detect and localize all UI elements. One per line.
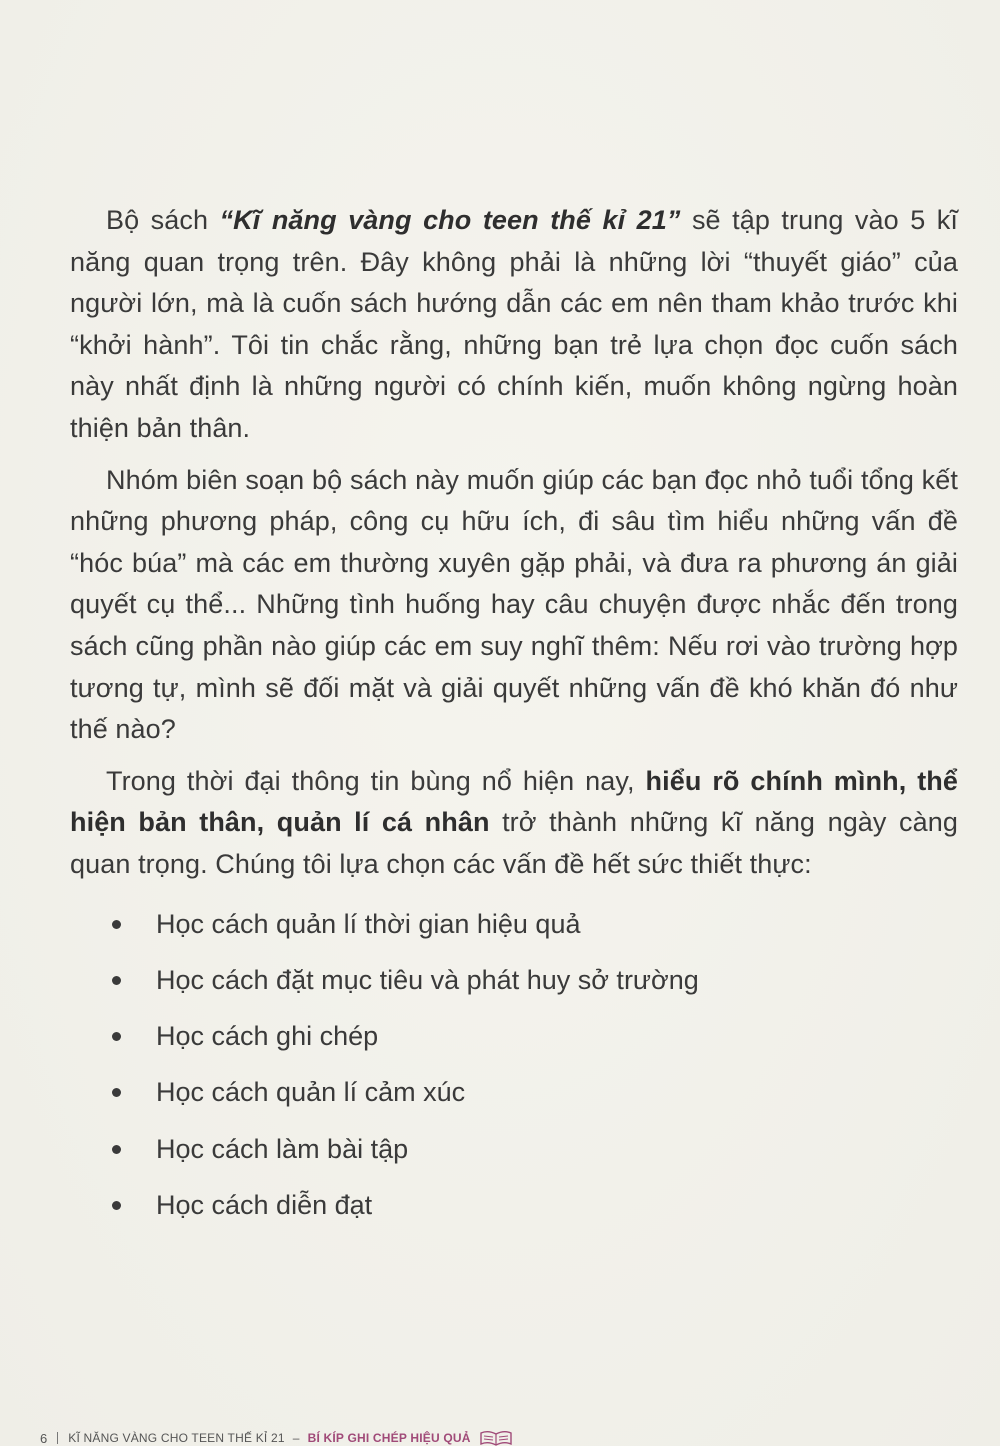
skills-emphasis: hiểu rõ chính mình, thể hiện bản thân, quản lí cá nhân — [70, 765, 958, 838]
paragraph-skills-rest: trở thành những kĩ năng ngày càng quan trọng. Chúng tôi lựa chọn các vấn đề hết sức thiết thực: — [70, 807, 958, 879]
footer-divider — [57, 1432, 58, 1444]
list-item — [70, 1177, 958, 1233]
list-item-label: Học cách quản lí thời gian hiệu quả — [156, 908, 581, 939]
list-item-label: Học cách làm bài tập — [156, 1133, 409, 1164]
page-number: 6 — [40, 1430, 48, 1446]
bullet-icon — [112, 1088, 121, 1097]
list-item-label: Học cách đặt mục tiêu và phát huy sở trường — [156, 964, 699, 995]
open-book-icon — [479, 1430, 513, 1446]
list-item — [70, 1064, 958, 1120]
series-title-emphasis: “Kĩ năng vàng cho teen thế kỉ 21” — [219, 205, 681, 235]
paragraph-intro-rest: sẽ tập trung vào 5 kĩ năng quan trọng trên. Đây không phải là những lời “thuyết giáo” của người lớn, mà là cuốn sách hướng dẫn các em nên tham khảo trước khi “khởi hành”. Tôi tin chắc rằng, những bạn trẻ lựa chọn đọc cuốn sách này nhất định là những người có chính kiến, muốn không ngừng hoàn thiện bản thân. — [70, 205, 958, 443]
list-item-label: Học cách diễn đạt — [156, 1189, 373, 1220]
series-name: KĨ NĂNG VÀNG CHO TEEN THẾ KỈ 21 — [68, 1431, 285, 1445]
list-item — [70, 1008, 958, 1064]
bullet-icon — [112, 1145, 121, 1154]
book-title: BÍ KÍP GHI CHÉP HIỆU QUẢ — [307, 1431, 471, 1445]
paragraph-purpose-text: Nhóm biên soạn bộ sách này muốn giúp các bạn đọc nhỏ tuổi tổng kết những phương pháp, công cụ hữu ích, đi sâu tìm hiểu những vấn đề “hóc búa” mà các em thường xuyên gặp phải, và đưa ra phương án giải quyết cụ thể... Những tình huống hay câu chuyện được nhắc đến trong sách cũng phần nào giúp các em suy nghĩ thêm: Nếu rơi vào trường hợp tương tự, mình sẽ đối mặt và giải quyết những vấn đề khó khăn đó như thế nào? — [70, 464, 958, 745]
paragraph-intro-start: Bộ sách — [106, 205, 220, 235]
list-item — [70, 896, 958, 952]
footer-dash: – — [292, 1431, 300, 1445]
paragraph-skills — [70, 761, 958, 886]
bullet-icon — [112, 1201, 121, 1210]
paragraph-intro — [70, 200, 958, 450]
skills-list — [70, 896, 958, 1234]
paragraph-skills-start: Trong thời đại thông tin bùng nổ hiện nay, — [106, 765, 646, 796]
bullet-icon — [112, 1032, 121, 1041]
list-item — [70, 952, 958, 1008]
list-item — [70, 1121, 958, 1177]
list-item-label: Học cách ghi chép — [156, 1021, 379, 1052]
bullet-icon — [112, 920, 121, 929]
page-body — [70, 200, 958, 1233]
paragraph-purpose — [70, 460, 958, 751]
list-item-label: Học cách quản lí cảm xúc — [156, 1077, 466, 1108]
page-footer — [40, 1430, 513, 1446]
bullet-icon — [112, 976, 121, 985]
